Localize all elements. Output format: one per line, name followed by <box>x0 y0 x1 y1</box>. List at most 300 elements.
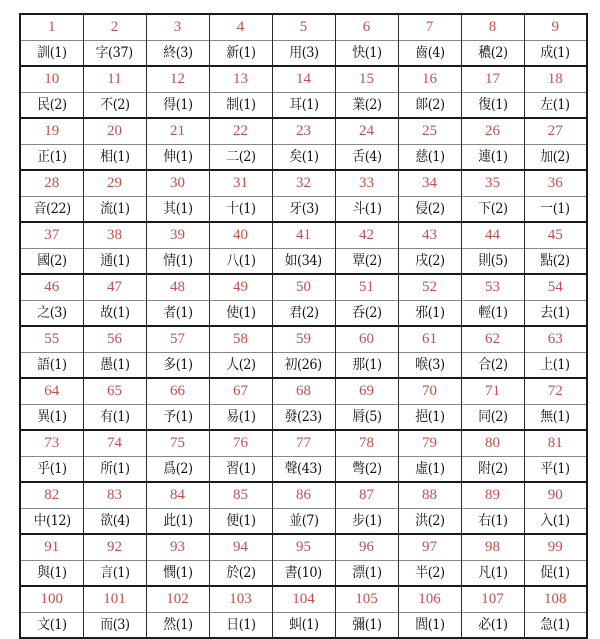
cell-character <box>209 405 272 431</box>
cell-number: 102 <box>146 586 209 613</box>
cell-number: 97 <box>398 534 461 561</box>
character-count-label: 郞(2) <box>414 97 445 113</box>
character-count-label: 業(2) <box>351 97 382 113</box>
character-count-label: 文(1) <box>37 617 67 633</box>
character-count-label: 發(23) <box>284 409 323 425</box>
character-count-label: 快(1) <box>351 45 382 61</box>
cell-character <box>461 93 524 119</box>
character-count-label: 而(3) <box>99 617 130 633</box>
cell-character <box>20 353 83 379</box>
character-count-label: 漂(1) <box>351 565 382 581</box>
cell-number: 25 <box>398 118 461 145</box>
cell-number: 53 <box>461 274 524 301</box>
character-count-label: 斗(1) <box>351 201 382 217</box>
cell-character <box>272 93 335 119</box>
cell-character <box>20 145 83 171</box>
character-count-label: 使(1) <box>225 305 256 321</box>
character-count-label: 音(22) <box>33 201 71 217</box>
character-count-label: 同(2) <box>477 409 508 425</box>
character-count-label: 字(37) <box>95 45 134 61</box>
character-count-label: 二(2) <box>225 149 256 165</box>
cell-character <box>83 93 146 119</box>
character-count-label: 得(1) <box>162 97 193 113</box>
cell-number: 105 <box>335 586 398 613</box>
cell-number: 74 <box>83 430 146 457</box>
cell-character <box>335 561 398 587</box>
cell-character <box>461 301 524 327</box>
character-count-label: 左(1) <box>540 97 570 113</box>
character-count-label: 憫(1) <box>162 565 193 581</box>
character-count-label: 復(1) <box>477 97 508 113</box>
cell-character <box>524 613 587 639</box>
cell-character <box>83 457 146 483</box>
cell-character <box>272 41 335 67</box>
character-row <box>20 197 587 223</box>
character-count-label: 急(1) <box>540 617 570 633</box>
character-count-label: 上(1) <box>540 357 570 373</box>
cell-character <box>209 561 272 587</box>
cell-character <box>146 509 209 535</box>
cell-number: 38 <box>83 222 146 249</box>
cell-number: 103 <box>209 586 272 613</box>
cell-character <box>209 509 272 535</box>
cell-character <box>83 301 146 327</box>
cell-number: 36 <box>524 170 587 197</box>
cell-number: 96 <box>335 534 398 561</box>
cell-character <box>20 509 83 535</box>
character-count-label: 矣(1) <box>288 149 319 165</box>
character-count-label: 故(1) <box>99 305 130 321</box>
cell-number: 6 <box>335 14 398 41</box>
character-count-label: 入(1) <box>540 513 570 529</box>
cell-character <box>461 561 524 587</box>
cell-number: 21 <box>146 118 209 145</box>
cell-character <box>20 41 83 67</box>
character-count-label: 一(1) <box>540 201 570 217</box>
cell-number: 14 <box>272 66 335 93</box>
character-count-label: 耳(1) <box>288 97 319 113</box>
character-row <box>20 457 587 483</box>
cell-character <box>20 301 83 327</box>
cell-character <box>398 457 461 483</box>
cell-character <box>20 613 83 639</box>
cell-number: 86 <box>272 482 335 509</box>
cell-character <box>146 145 209 171</box>
cell-character <box>524 457 587 483</box>
character-count-label: 易(1) <box>225 409 256 425</box>
cell-character <box>146 457 209 483</box>
cell-number: 17 <box>461 66 524 93</box>
cell-character <box>461 249 524 275</box>
cell-number: 28 <box>20 170 83 197</box>
cell-number: 89 <box>461 482 524 509</box>
cell-number: 18 <box>524 66 587 93</box>
cell-character <box>209 249 272 275</box>
cell-number: 94 <box>209 534 272 561</box>
character-count-label: 虯(1) <box>288 617 319 633</box>
character-count-label: 其(1) <box>162 201 193 217</box>
character-count-label: 情(1) <box>162 253 193 269</box>
cell-number: 51 <box>335 274 398 301</box>
cell-character <box>398 301 461 327</box>
character-count-label: 牙(3) <box>288 201 319 217</box>
cell-character <box>335 301 398 327</box>
cell-character <box>335 145 398 171</box>
cell-number: 92 <box>83 534 146 561</box>
cell-number: 58 <box>209 326 272 353</box>
character-count-label: 則(5) <box>477 253 508 269</box>
cell-number: 77 <box>272 430 335 457</box>
cell-number: 101 <box>83 586 146 613</box>
cell-number: 33 <box>335 170 398 197</box>
cell-number: 52 <box>398 274 461 301</box>
cell-character <box>461 353 524 379</box>
cell-number: 99 <box>524 534 587 561</box>
cell-character <box>209 93 272 119</box>
character-count-label: 附(2) <box>477 461 508 477</box>
cell-number: 73 <box>20 430 83 457</box>
cell-number: 108 <box>524 586 587 613</box>
cell-character <box>272 145 335 171</box>
cell-number: 27 <box>524 118 587 145</box>
character-count-label: 中(12) <box>33 513 71 529</box>
character-row <box>20 145 587 171</box>
cell-character <box>209 197 272 223</box>
character-count-label: 十(1) <box>225 201 256 217</box>
cell-number: 32 <box>272 170 335 197</box>
cell-character <box>83 353 146 379</box>
cell-number: 29 <box>83 170 146 197</box>
cell-character <box>398 145 461 171</box>
cell-character <box>83 249 146 275</box>
character-count-label: 正(1) <box>37 149 67 165</box>
cell-number: 34 <box>398 170 461 197</box>
cell-number: 42 <box>335 222 398 249</box>
cell-number: 87 <box>335 482 398 509</box>
character-count-label: 然(1) <box>162 617 193 633</box>
cell-number: 47 <box>83 274 146 301</box>
cell-number: 81 <box>524 430 587 457</box>
cell-character <box>461 613 524 639</box>
character-count-label: 所(1) <box>99 461 130 477</box>
cell-character <box>209 353 272 379</box>
cell-number: 46 <box>20 274 83 301</box>
cell-character <box>398 613 461 639</box>
cell-number: 85 <box>209 482 272 509</box>
character-count-label: 戌(2) <box>414 253 445 269</box>
character-count-label: 虛(1) <box>414 461 445 477</box>
cell-character <box>398 509 461 535</box>
cell-number: 59 <box>272 326 335 353</box>
cell-character <box>398 197 461 223</box>
cell-character <box>272 249 335 275</box>
cell-number: 30 <box>146 170 209 197</box>
character-count-label: 閭(1) <box>414 617 445 633</box>
cell-number: 82 <box>20 482 83 509</box>
character-count-label: 語(1) <box>37 357 67 373</box>
cell-character <box>146 405 209 431</box>
cell-number: 31 <box>209 170 272 197</box>
cell-number: 79 <box>398 430 461 457</box>
cell-number: 83 <box>83 482 146 509</box>
cell-character <box>146 353 209 379</box>
cell-character <box>335 613 398 639</box>
cell-character <box>461 457 524 483</box>
cell-number: 91 <box>20 534 83 561</box>
character-count-label: 挹(1) <box>414 409 445 425</box>
character-count-label: 無(1) <box>540 409 570 425</box>
cell-character <box>524 561 587 587</box>
cell-character <box>398 353 461 379</box>
cell-number: 63 <box>524 326 587 353</box>
character-count-label: 言(1) <box>99 565 130 581</box>
character-count-label: 習(1) <box>225 461 256 477</box>
character-count-label: 穠(2) <box>477 45 508 61</box>
cell-number: 68 <box>272 378 335 405</box>
cell-character <box>209 145 272 171</box>
cell-character <box>335 509 398 535</box>
character-count-label: 彌(1) <box>351 617 382 633</box>
cell-character <box>461 509 524 535</box>
cell-character <box>524 41 587 67</box>
cell-character <box>524 145 587 171</box>
character-count-label: 愚(1) <box>99 357 130 373</box>
cell-number: 37 <box>20 222 83 249</box>
cell-character <box>335 197 398 223</box>
cell-number: 55 <box>20 326 83 353</box>
cell-character <box>209 613 272 639</box>
character-count-label: 終(3) <box>162 45 193 61</box>
character-count-label: 伸(1) <box>162 149 193 165</box>
character-count-label: 如(34) <box>284 253 323 269</box>
cell-number: 104 <box>272 586 335 613</box>
cell-character <box>461 41 524 67</box>
cell-number: 72 <box>524 378 587 405</box>
cell-number: 7 <box>398 14 461 41</box>
cell-character <box>272 561 335 587</box>
cell-character <box>272 457 335 483</box>
cell-character <box>20 93 83 119</box>
cell-character <box>83 41 146 67</box>
cell-character <box>524 197 587 223</box>
character-count-label: 侵(2) <box>414 201 445 217</box>
cell-number: 12 <box>146 66 209 93</box>
character-count-label: 下(2) <box>477 201 508 217</box>
character-count-label: 步(1) <box>351 513 382 529</box>
character-count-label: 此(1) <box>162 513 193 529</box>
cell-number: 43 <box>398 222 461 249</box>
cell-number: 80 <box>461 430 524 457</box>
cell-character <box>146 93 209 119</box>
cell-number: 62 <box>461 326 524 353</box>
character-count-label: 人(2) <box>225 357 256 373</box>
cell-character <box>335 457 398 483</box>
cell-number: 26 <box>461 118 524 145</box>
character-count-label: 平(1) <box>540 461 570 477</box>
character-row <box>20 405 587 431</box>
cell-number: 54 <box>524 274 587 301</box>
cell-number: 107 <box>461 586 524 613</box>
cell-character <box>272 197 335 223</box>
character-frequency-table <box>19 13 588 639</box>
character-count-label: 喉(3) <box>414 357 445 373</box>
character-count-label: 成(1) <box>540 45 570 61</box>
cell-character <box>272 353 335 379</box>
character-count-label: 初(26) <box>284 357 323 373</box>
cell-number: 16 <box>398 66 461 93</box>
cell-character <box>209 457 272 483</box>
character-count-label: 國(2) <box>37 253 67 269</box>
cell-character <box>83 197 146 223</box>
cell-character <box>524 93 587 119</box>
number-row <box>20 378 587 405</box>
cell-character <box>146 613 209 639</box>
character-count-label: 相(1) <box>99 149 130 165</box>
character-count-label: 半(2) <box>414 565 445 581</box>
character-count-label: 者(1) <box>162 305 193 321</box>
cell-character <box>20 405 83 431</box>
cell-number: 65 <box>83 378 146 405</box>
cell-character <box>398 41 461 67</box>
character-count-label: 輕(1) <box>477 305 508 321</box>
cell-character <box>83 405 146 431</box>
character-row <box>20 509 587 535</box>
character-count-label: 慈(1) <box>414 149 445 165</box>
cell-number: 8 <box>461 14 524 41</box>
character-count-label: 君(2) <box>288 305 319 321</box>
cell-character <box>524 405 587 431</box>
number-row <box>20 170 587 197</box>
cell-character <box>146 249 209 275</box>
number-row <box>20 430 587 457</box>
cell-number: 19 <box>20 118 83 145</box>
character-count-label: 與(1) <box>37 565 67 581</box>
character-count-label: 民(2) <box>37 97 67 113</box>
cell-character <box>83 561 146 587</box>
cell-character <box>20 457 83 483</box>
character-count-label: 欲(4) <box>99 513 130 529</box>
character-count-label: 爲(2) <box>162 461 193 477</box>
character-count-label: 覃(2) <box>351 253 382 269</box>
cell-number: 70 <box>398 378 461 405</box>
character-count-label: 脣(5) <box>351 409 382 425</box>
cell-character <box>398 561 461 587</box>
character-count-label: 右(1) <box>477 513 508 529</box>
cell-number: 9 <box>524 14 587 41</box>
character-count-label: 書(10) <box>284 565 323 581</box>
number-row <box>20 586 587 613</box>
cell-number: 76 <box>209 430 272 457</box>
cell-number: 13 <box>209 66 272 93</box>
cell-number: 48 <box>146 274 209 301</box>
number-row <box>20 14 587 41</box>
number-row <box>20 274 587 301</box>
cell-character <box>524 249 587 275</box>
cell-number: 35 <box>461 170 524 197</box>
cell-character <box>209 41 272 67</box>
character-count-label: 用(3) <box>288 45 319 61</box>
cell-character <box>146 41 209 67</box>
cell-number: 98 <box>461 534 524 561</box>
cell-character <box>272 613 335 639</box>
character-count-label: 彆(2) <box>351 461 382 477</box>
cell-number: 90 <box>524 482 587 509</box>
cell-character <box>83 509 146 535</box>
character-row <box>20 353 587 379</box>
character-count-label: 聲(43) <box>284 461 323 477</box>
cell-number: 106 <box>398 586 461 613</box>
cell-number: 1 <box>20 14 83 41</box>
cell-number: 2 <box>83 14 146 41</box>
cell-number: 93 <box>146 534 209 561</box>
cell-number: 71 <box>461 378 524 405</box>
cell-character <box>461 197 524 223</box>
character-count-label: 之(3) <box>37 305 67 321</box>
character-count-label: 連(1) <box>477 149 508 165</box>
cell-character <box>83 145 146 171</box>
cell-number: 3 <box>146 14 209 41</box>
cell-number: 69 <box>335 378 398 405</box>
cell-number: 100 <box>20 586 83 613</box>
cell-character <box>524 509 587 535</box>
cell-number: 84 <box>146 482 209 509</box>
number-row <box>20 482 587 509</box>
cell-character <box>209 301 272 327</box>
cell-character <box>272 301 335 327</box>
number-row <box>20 118 587 145</box>
cell-number: 44 <box>461 222 524 249</box>
cell-number: 24 <box>335 118 398 145</box>
character-count-label: 新(1) <box>225 45 256 61</box>
cell-number: 61 <box>398 326 461 353</box>
cell-number: 95 <box>272 534 335 561</box>
cell-number: 45 <box>524 222 587 249</box>
character-count-label: 不(2) <box>99 97 130 113</box>
character-count-label: 邪(1) <box>414 305 445 321</box>
cell-character <box>272 405 335 431</box>
character-count-label: 必(1) <box>477 617 508 633</box>
cell-character <box>335 249 398 275</box>
character-count-label: 加(2) <box>540 149 570 165</box>
character-row <box>20 561 587 587</box>
cell-character <box>335 93 398 119</box>
cell-number: 50 <box>272 274 335 301</box>
cell-character <box>20 197 83 223</box>
cell-number: 67 <box>209 378 272 405</box>
cell-character <box>20 249 83 275</box>
character-count-label: 去(1) <box>540 305 570 321</box>
cell-character <box>335 41 398 67</box>
cell-character <box>461 405 524 431</box>
character-count-label: 流(1) <box>99 201 130 217</box>
cell-number: 20 <box>83 118 146 145</box>
character-row <box>20 249 587 275</box>
cell-number: 78 <box>335 430 398 457</box>
cell-number: 39 <box>146 222 209 249</box>
character-count-label: 有(1) <box>99 409 130 425</box>
cell-number: 88 <box>398 482 461 509</box>
cell-number: 15 <box>335 66 398 93</box>
number-row <box>20 66 587 93</box>
character-row <box>20 301 587 327</box>
character-count-label: 異(1) <box>37 409 67 425</box>
cell-number: 40 <box>209 222 272 249</box>
cell-character <box>20 561 83 587</box>
character-count-label: 舌(4) <box>351 149 382 165</box>
cell-number: 60 <box>335 326 398 353</box>
cell-character <box>398 249 461 275</box>
character-count-label: 通(1) <box>99 253 130 269</box>
